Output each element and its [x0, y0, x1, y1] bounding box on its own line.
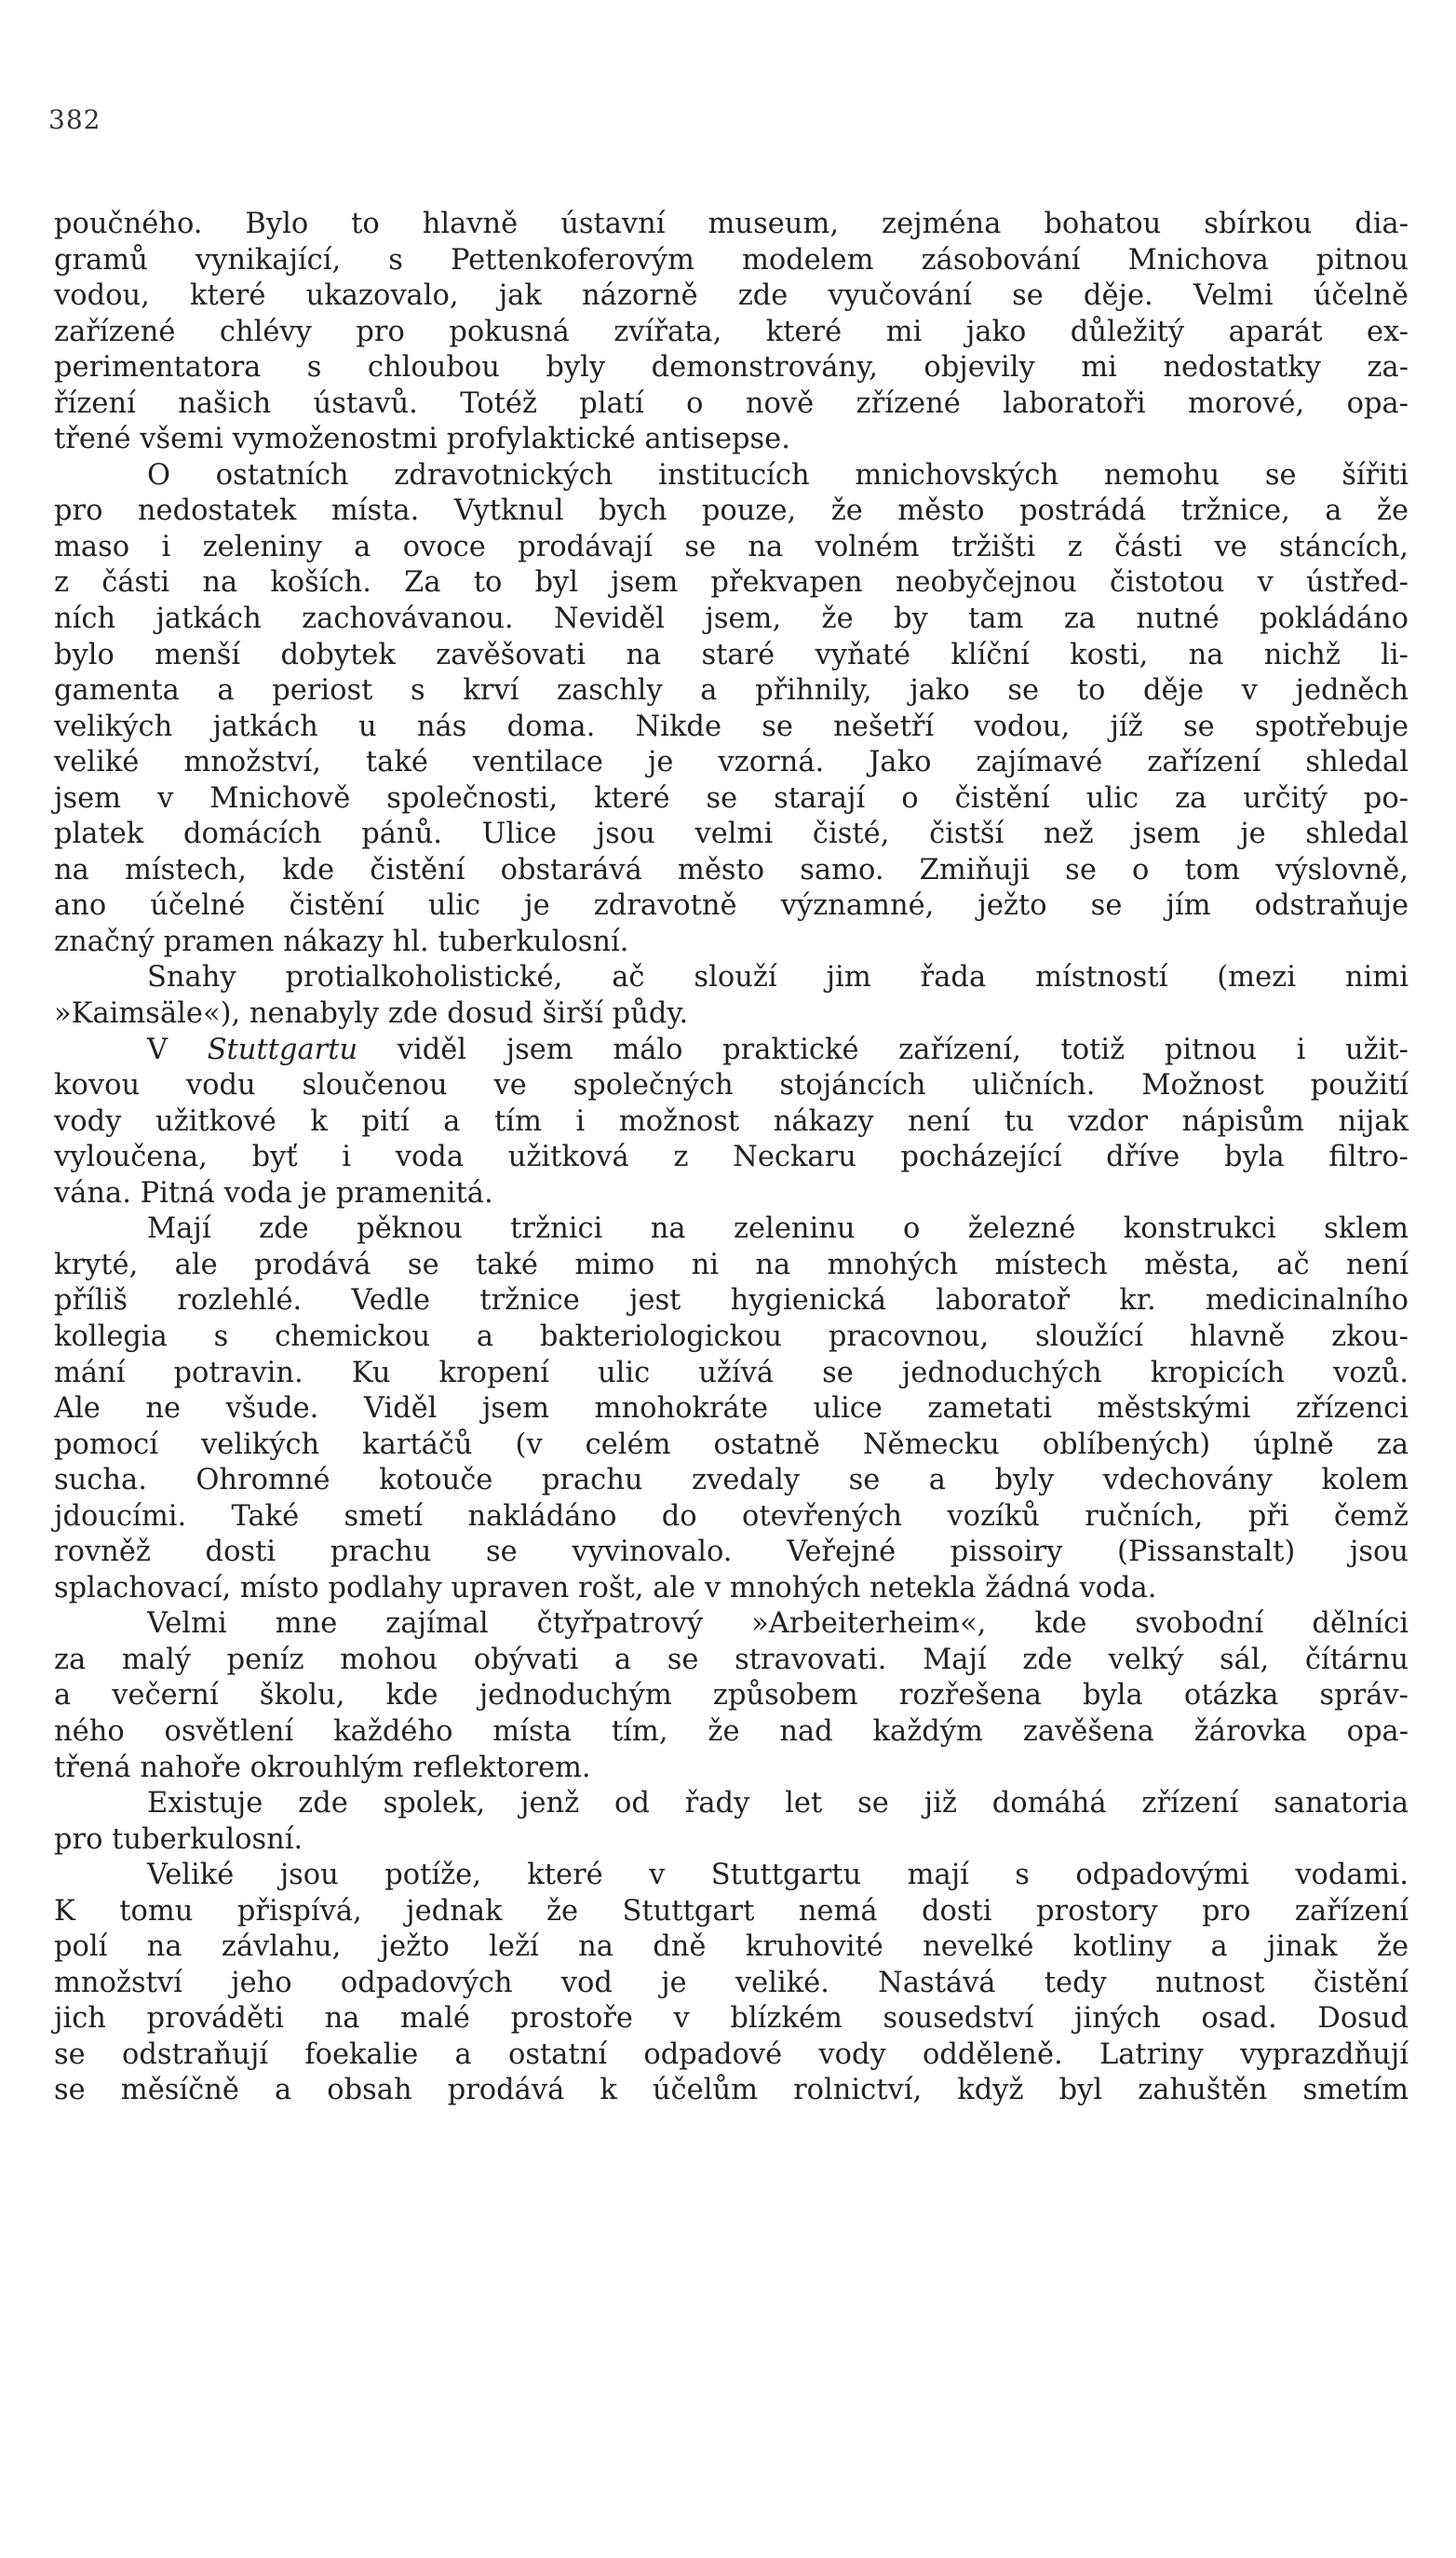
- text-line: rovněž dosti prachu se vyvinovalo. Veřejné pissoiry (Pissanstalt) jsou: [54, 1536, 1409, 1569]
- page-number: 382: [48, 104, 101, 135]
- line-rest: viděl jsem málo praktické zařízení, totiž pitnou i užit-: [357, 1033, 1409, 1066]
- text-line: splachovací, místo podlahy upraven rošt, ale v mnohých netekla žádná voda.: [54, 1571, 1157, 1604]
- text-line: ních jatkách zachovávanou. Neviděl jsem, že by tam za nutné pokládáno: [54, 602, 1409, 636]
- text-line: příliš rozlehlé. Vedle tržnice jest hygienická laboratoř kr. medicinalního: [54, 1284, 1409, 1318]
- text-line: O ostatních zdravotnických institucích mnichovských nemohu se šířiti: [147, 458, 1409, 492]
- text-line: velikých jatkách u nás doma. Nikde se nešetří vodou, jíž se spotřebuje: [54, 710, 1409, 743]
- text-line: ano účelné čistění ulic je zdravotně významné, ježto se jím odstraňuje: [54, 889, 1409, 923]
- text-line: poučného. Bylo to hlavně ústavní museum, zejména bohatou sbírkou dia-: [54, 208, 1409, 240]
- text-line: pomocí velikých kartáčů (v celém ostatně Německu oblíbených) úplně za: [54, 1428, 1409, 1461]
- text-line: kollegia s chemickou a bakteriologickou pracovnou, sloužící hlavně zkou-: [54, 1320, 1409, 1353]
- text-line: Snahy protialkoholistické, ač slouží jim řada místností (mezi nimi: [147, 961, 1409, 995]
- text-line: Existuje zde spolek, jenž od řady let se již domáhá zřízení sanatoria: [147, 1787, 1409, 1820]
- text-line: značný pramen nákazy hl. tuberkulosní.: [54, 925, 629, 958]
- text-line: pro nedostatek místa. Vytknul bych pouze, že město postrádá tržnice, a že: [54, 494, 1409, 528]
- text-line: gamenta a periost s krví zaschly a přihnily, jako se to děje v jedněch: [54, 674, 1409, 708]
- text-line: jich prováděti na malé prostoře v blízkém sousedství jiných osad. Dosud: [54, 2002, 1409, 2036]
- text-line: Veliké jsou potíže, které v Stuttgartu mají s odpadovými vodami.: [147, 1859, 1409, 1892]
- text-line: veliké množství, také ventilace je vzorná. Jako zajímavé zařízení shledal: [54, 746, 1409, 779]
- text-line: vody užitkové k pití a tím i možnost nákazy není tu vzdor nápisům nijak: [54, 1104, 1409, 1138]
- text-line: řízení našich ústavů. Totéž platí o nově zřízené laboratoři morové, opa-: [54, 386, 1409, 420]
- text-line: Ale ne všude. Viděl jsem mnohokráte ulice zametati městskými zřízenci: [54, 1392, 1409, 1426]
- text-line: K tomu přispívá, jednak že Stuttgart nemá dosti prostory pro zařízení: [54, 1894, 1409, 1928]
- text-line: třená nahoře okrouhlým reflektorem.: [54, 1751, 591, 1784]
- text-line: [54, 1033, 1409, 1069]
- text-line: z části na koších. Za to byl jsem překvapen neobyčejnou čistotou v ústřed-: [54, 566, 1409, 600]
- text-line: Mají zde pěknou tržnici na zeleninu o železné konstrukci sklem: [147, 1212, 1409, 1246]
- text-line: kovou vodu sloučenou ve společných stojáncích uličních. Možnost použití: [54, 1069, 1409, 1103]
- text-line: se měsíčně a obsah prodává k účelům rolnictví, když byl zahuštěn smetím: [54, 2074, 1409, 2107]
- text-line: vodou, které ukazovalo, jak názorně zde vyučování se děje. Velmi účelně: [54, 279, 1409, 313]
- text-line: vána. Pitná voda je pramenitá.: [54, 1176, 493, 1210]
- text-line: sucha. Ohromné kotouče prachu zvedaly se a byly vdechovány kolem: [54, 1464, 1409, 1497]
- text-line: se odstraňují foekalie a ostatní odpadové vody odděleně. Latriny vyprazdňují: [54, 2037, 1409, 2071]
- text-line: »Kaimsäle«), nenabyly zde dosud širší půdy.: [54, 997, 689, 1031]
- text-line: platek domácích pánů. Ulice jsou velmi čisté, čistší než jsem je shledal: [54, 818, 1409, 851]
- text-line: ného osvětlení každého místa tím, že nad každým zavěšena žárovka opa-: [54, 1714, 1409, 1748]
- text-line: na místech, kde čistění obstarává město samo. Zmiňuji se o tom výslovně,: [54, 853, 1409, 887]
- place-name: Stuttgartu: [207, 1033, 358, 1066]
- text-line: jdoucími. Také smetí nakládáno do otevřených vozíků ručních, při čemž: [54, 1499, 1409, 1533]
- text-line: za malý peníz mohou obývati a se stravovati. Mají zde velký sál, čítárnu: [54, 1643, 1409, 1676]
- text-line: mání potravin. Ku kropení ulic užívá se jednoduchých kropicích vozů.: [54, 1356, 1409, 1389]
- text-line: pro tuberkulosní.: [54, 1822, 303, 1856]
- text-body: [54, 207, 1409, 2109]
- line-prefix: V: [147, 1033, 208, 1066]
- text-line: polí na závlahu, ježto leží na dně kruhovité nevelké kotliny a jinak že: [54, 1930, 1409, 1964]
- text-line: Velmi mne zajímal čtyřpatrový »Arbeiterheim«, kde svobodní dělníci: [147, 1607, 1409, 1641]
- text-line: vyloučena, byť i voda užitková z Neckaru pocházející dříve byla filtro-: [54, 1141, 1409, 1174]
- text-line: kryté, ale prodává se také mimo ni na mnohých místech města, ač není: [54, 1248, 1409, 1281]
- text-line: maso i zeleniny a ovoce prodávají se na volném tržišti z části ve stáncích,: [54, 530, 1409, 563]
- text-line: zařízené chlévy pro pokusná zvířata, které mi jako důležitý aparát ex-: [54, 315, 1409, 348]
- text-line: třené všemi vymoženostmi profylaktické antisepse.: [54, 423, 790, 456]
- text-line: bylo menší dobytek zavěšovati na staré vyňaté klíční kosti, na nichž li-: [54, 638, 1409, 671]
- text-line: a večerní školu, kde jednoduchým způsobem rozřešena byla otázka správ-: [54, 1679, 1409, 1712]
- text-line: gramů vynikající, s Pettenkoferovým modelem zásobování Mnichova pitnou: [54, 243, 1409, 277]
- text-line: jsem v Mnichově společnosti, které se starají o čistění ulic za určitý po-: [54, 781, 1409, 815]
- text-line: množství jeho odpadových vod je veliké. Nastává tedy nutnost čistění: [54, 1966, 1409, 1999]
- text-line: perimentatora s chloubou byly demonstrovány, objevily mi nedostatky za-: [54, 351, 1409, 385]
